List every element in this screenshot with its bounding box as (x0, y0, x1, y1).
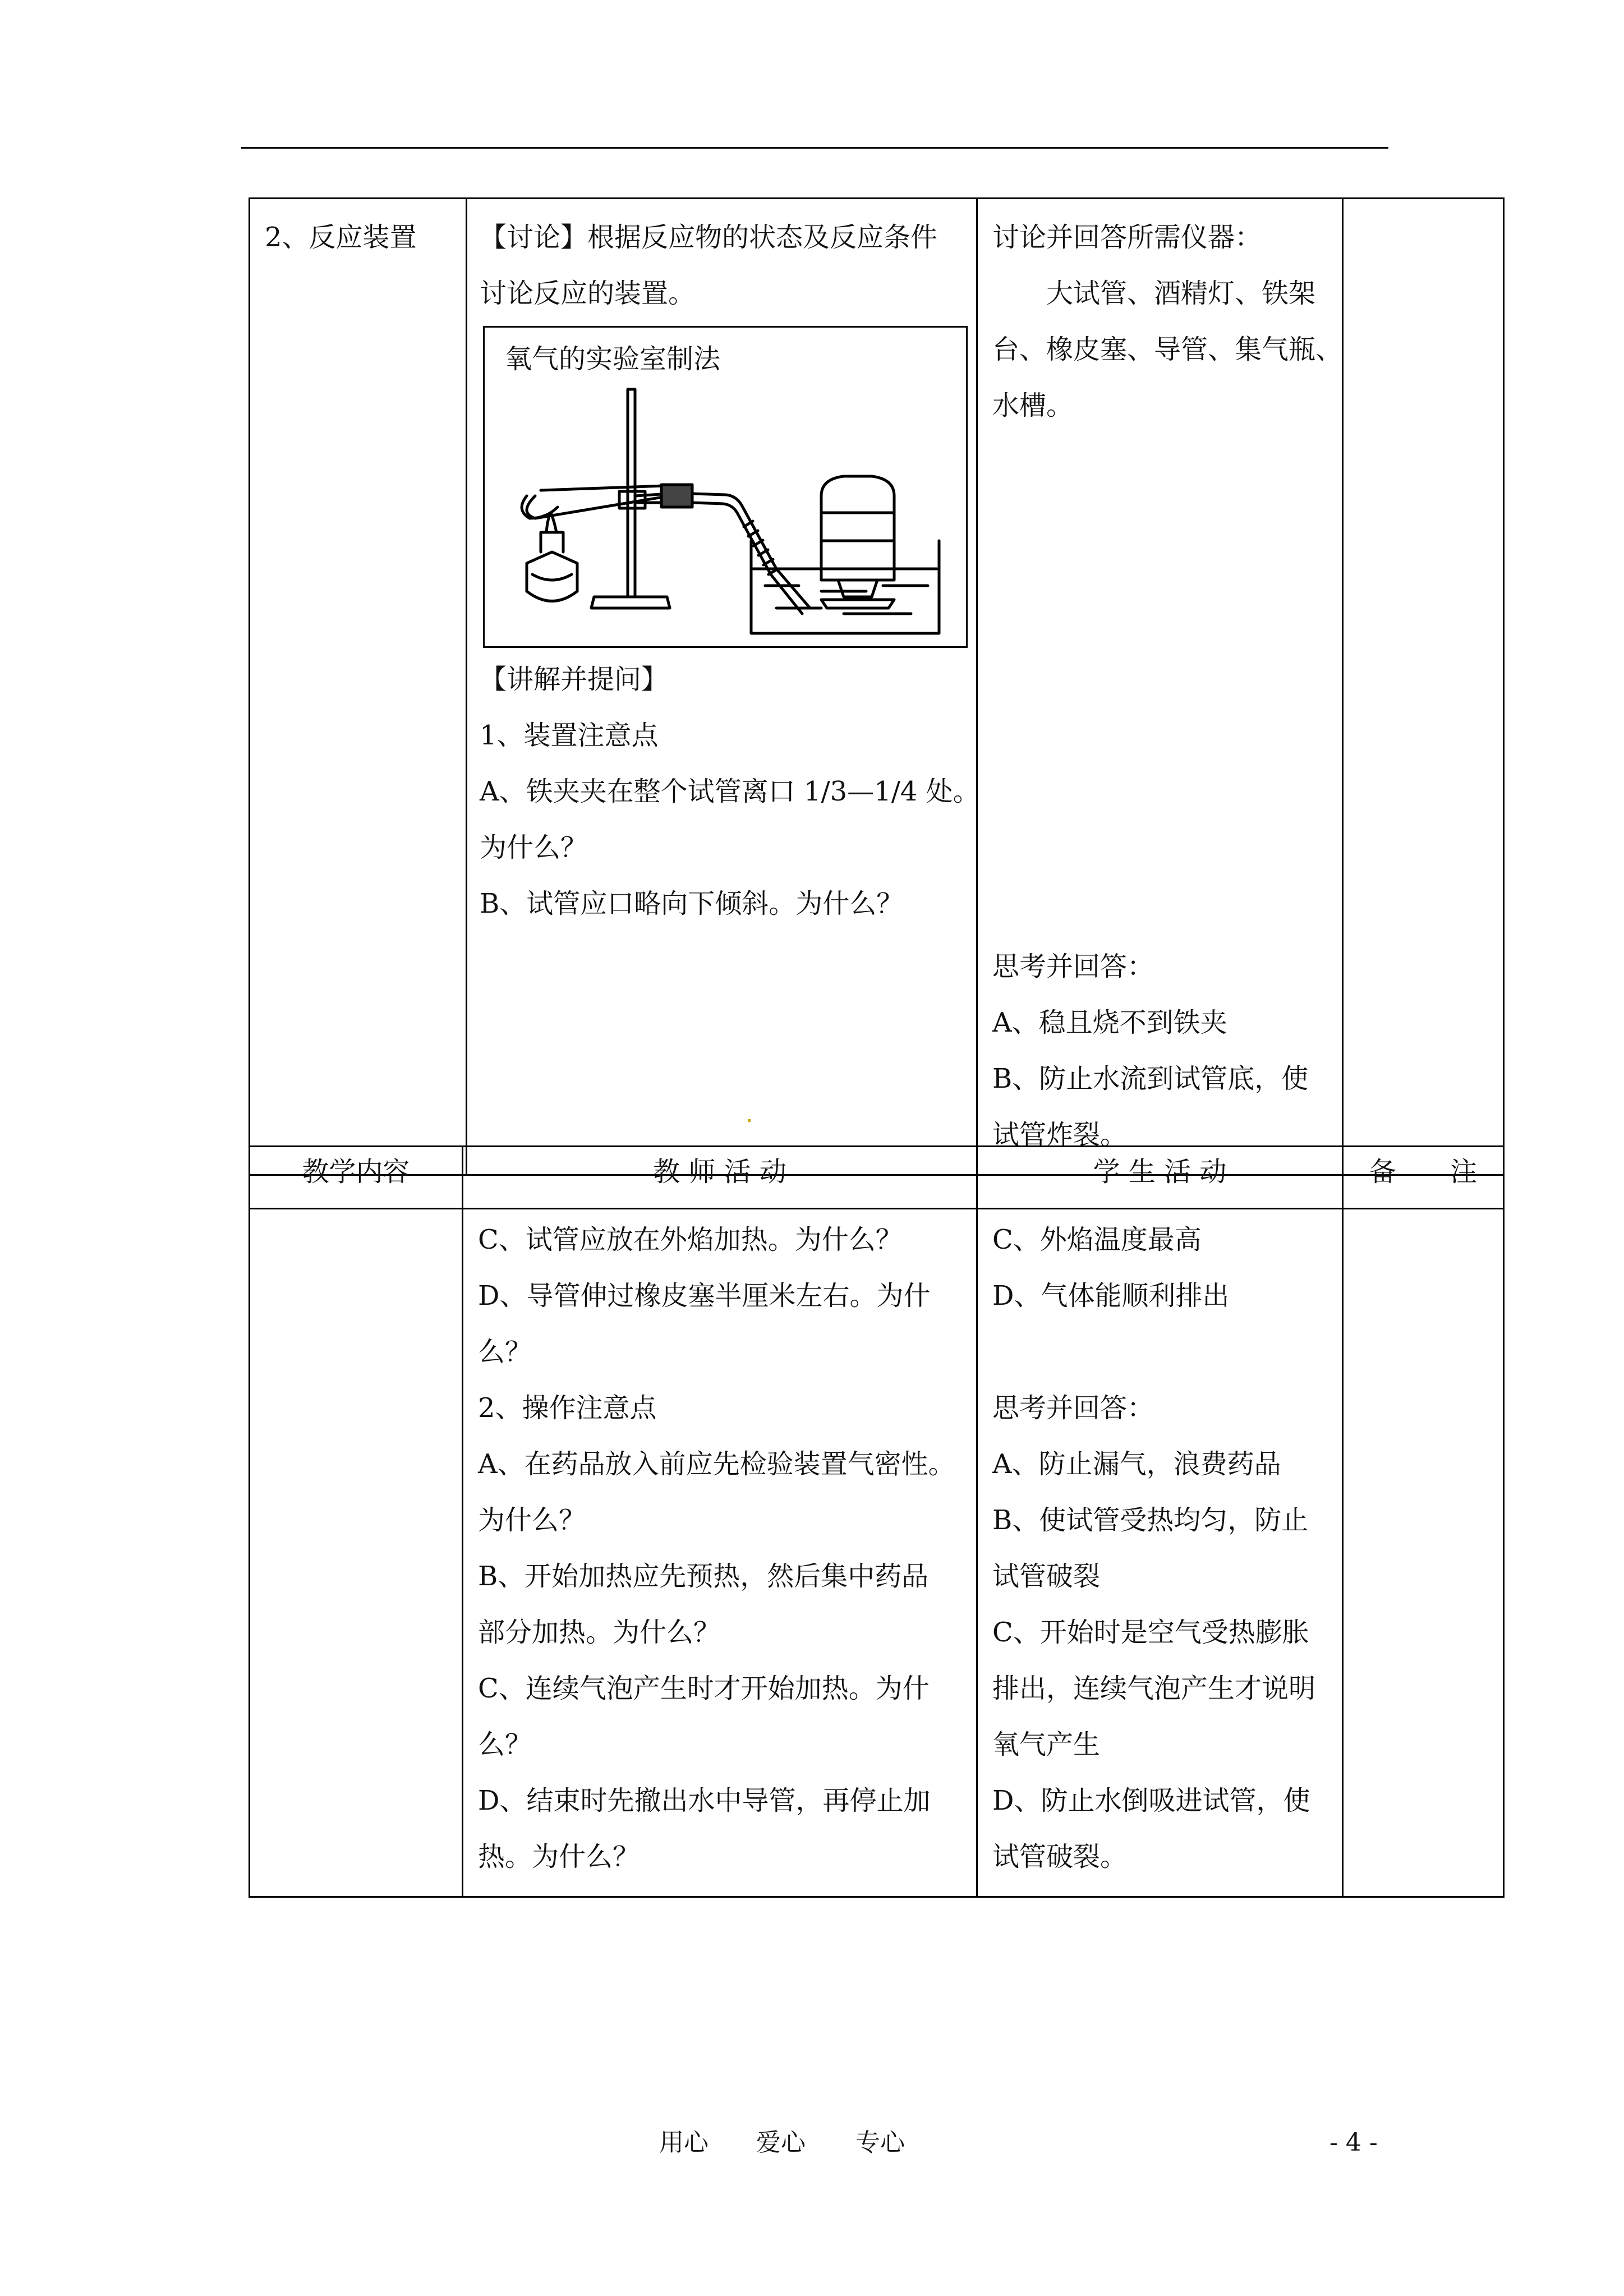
teacher-line: B、试管应口略向下倾斜。为什么？ (480, 888, 904, 919)
student-line: C、外焰温度最高 (992, 1224, 1202, 1255)
student-line: 思考并回答： (992, 951, 1154, 982)
lesson-table (249, 1145, 1505, 1898)
teacher-activity-cell (463, 1209, 977, 1897)
teacher-line: A、在药品放入前应先检验装置气密性。 (478, 1448, 955, 1480)
student-line: D、气体能顺利排出 (992, 1280, 1230, 1312)
remarks-cell (1343, 199, 1504, 1175)
teacher-line: 部分加热。为什么？ (478, 1617, 721, 1648)
content-cell (250, 199, 467, 1175)
teacher-line: 么？ (478, 1729, 532, 1760)
student-line: 思考并回答： (992, 1392, 1154, 1424)
header-content: 教学内容 (250, 1147, 463, 1209)
header-row (250, 1147, 1504, 1209)
teacher-line: D、结束时先撤出水中导管，再停止加 (478, 1785, 931, 1816)
student-activity-cell (977, 199, 1343, 1175)
footer-motto-2: 爱心 (756, 2128, 806, 2157)
teacher-line: 么？ (478, 1336, 532, 1368)
student-line: 台、橡皮塞、导管、集气瓶、 (992, 334, 1343, 365)
apparatus-figure (483, 326, 968, 648)
student-line: 试管破裂 (992, 1561, 1101, 1592)
discussion-line: 【讨论】根据反应物的状态及反应条件 (480, 222, 938, 253)
teacher-line: C、连续气泡产生时才开始加热。为什 (478, 1673, 930, 1704)
student-line: 试管破裂。 (992, 1841, 1128, 1872)
section-label: 2、反应装置 (265, 222, 417, 253)
student-line: 讨论并回答所需仪器： (992, 222, 1262, 253)
student-line: 试管炸裂。 (992, 1119, 1128, 1151)
header-rule (241, 147, 1388, 149)
lesson-table-continued (249, 197, 1505, 1176)
student-line: D、防止水倒吸进试管，使 (992, 1785, 1310, 1816)
table-row (250, 199, 1504, 1175)
stray-mark (748, 1119, 751, 1122)
student-line: A、稳且烧不到铁夹 (992, 1007, 1227, 1038)
student-line: B、防止水流到试管底，使 (992, 1063, 1309, 1094)
teacher-line: 2、操作注意点 (478, 1392, 657, 1424)
teacher-line: 为什么？ (478, 1504, 586, 1536)
student-line: B、使试管受热均匀，防止 (992, 1504, 1309, 1536)
figure-title: 氧气的实验室制法 (505, 343, 721, 375)
teacher-line: C、试管应放在外焰加热。为什么？ (478, 1224, 903, 1255)
student-line: C、开始时是空气受热膨胀 (992, 1617, 1309, 1648)
student-line: A、防止漏气，浪费药品 (992, 1448, 1281, 1480)
header-remarks: 备 注 (1343, 1147, 1504, 1209)
teacher-line: B、开始加热应先预热，然后集中药品 (478, 1561, 929, 1592)
content-cell (250, 1209, 463, 1897)
teacher-line: 【讲解并提问】 (480, 664, 669, 695)
student-activity-cell (977, 1209, 1343, 1897)
footer-motto-3: 专心 (855, 2128, 905, 2157)
table-row (250, 1209, 1504, 1897)
page-number: - 4 - (1329, 2128, 1378, 2157)
teacher-line: 热。为什么？ (478, 1841, 640, 1872)
remarks-cell (1343, 1209, 1504, 1897)
student-line: 水槽。 (992, 390, 1074, 421)
teacher-line: A、铁夹夹在整个试管离口 1/3—1/4 处。 (480, 776, 980, 807)
teacher-line: 为什么？ (480, 832, 588, 863)
student-line: 大试管、酒精灯、铁架 (1046, 278, 1316, 309)
discussion-line: 讨论反应的装置。 (480, 278, 696, 309)
student-line: 氧气产生 (992, 1729, 1101, 1760)
header-teacher: 教 师 活 动 (463, 1147, 977, 1209)
teacher-activity-cell (467, 199, 980, 1175)
student-line: 排出，连续气泡产生才说明 (992, 1673, 1316, 1704)
footer-motto-1: 用心 (659, 2128, 709, 2157)
oxygen-apparatus-illustration (485, 328, 966, 646)
teacher-line: 1、装置注意点 (480, 720, 659, 751)
header-student: 学 生 活 动 (977, 1147, 1343, 1209)
teacher-line: D、导管伸过橡皮塞半厘米左右。为什 (478, 1280, 931, 1312)
